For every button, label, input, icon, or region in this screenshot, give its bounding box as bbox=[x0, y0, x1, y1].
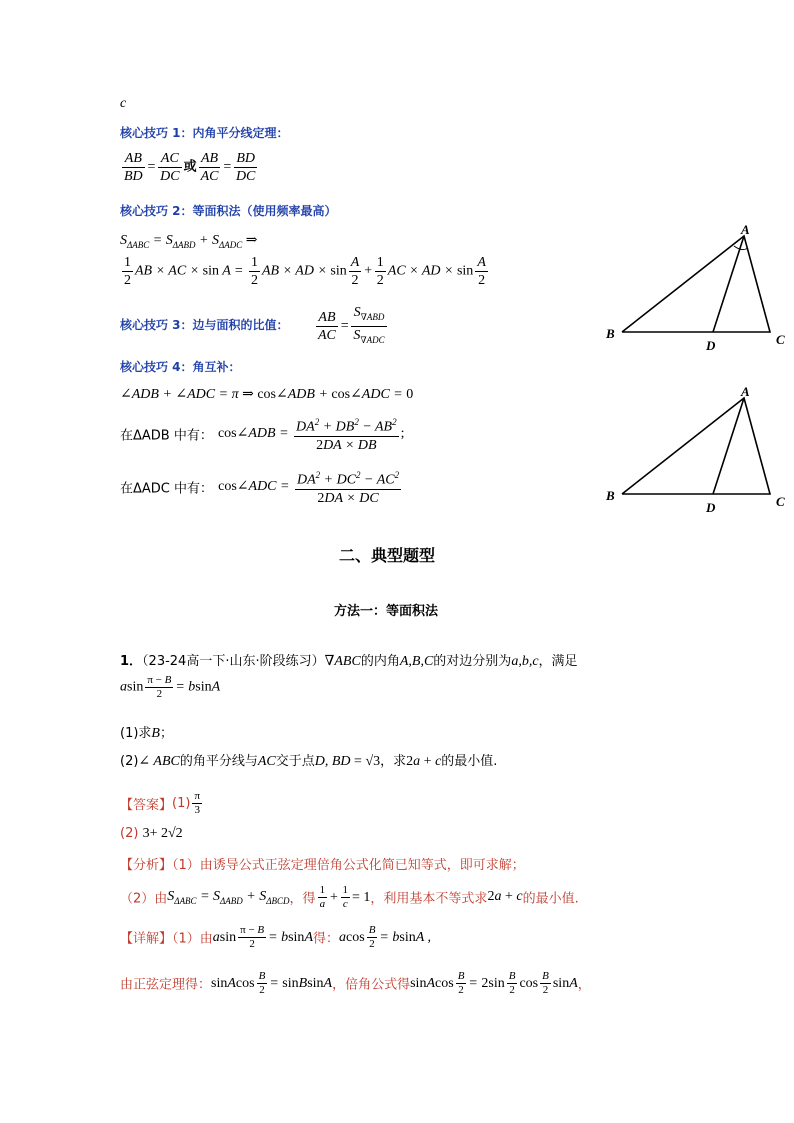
tip2-label: 核心技巧 2：等面积法（使用频率最高） bbox=[120, 204, 337, 218]
part2-mid: 的角平分线与 bbox=[179, 754, 258, 769]
triangle-abc-2 bbox=[622, 398, 770, 494]
top-letter: c bbox=[120, 96, 127, 111]
triangle-figure-1 bbox=[600, 220, 790, 355]
section-title: 二、典型题型 bbox=[339, 546, 436, 565]
analysis-text2d: 的最小值. bbox=[522, 891, 579, 907]
detail-text1a: （1）由 bbox=[172, 931, 213, 947]
label-c-2: C bbox=[776, 494, 785, 509]
part2-text: (2) bbox=[120, 754, 139, 769]
answer-part2: (2) bbox=[120, 826, 139, 841]
answer-label: 【答案】 bbox=[120, 798, 173, 813]
tri-adb-prefix: 在ΔADB 中有： bbox=[120, 428, 213, 444]
tip4-adb-row: 在ΔADB 中有： cos∠ADB = $\frac{DA^2 + DB^2 - AB^2}{2DA \times DB}$ ; bbox=[120, 414, 405, 454]
label-c-1: C bbox=[776, 332, 785, 347]
part2-mid2: 交于点 bbox=[275, 754, 315, 769]
analysis-text2b: ，得 bbox=[289, 891, 316, 907]
tip1-formula: $\frac{AB}{BD}$ = $\frac{AC}{DC}$ 或 $\frac{AB}{AC}$ = $\frac{BD}{DC}$ bbox=[124, 151, 256, 184]
tip4-label: 核心技巧 4：角互补： bbox=[120, 360, 241, 374]
problem-stem: 1．（23-24高一下·山东·阶段练习）∇ABC的内角A,B,C的对边分别为a,b,c，满足 bbox=[120, 654, 578, 669]
tip4-adc-row: 在ΔADC 中有： cos∠ADC = $\frac{DA^2 + DC^2 - AC^2}{2DA \times DC}$ bbox=[120, 467, 403, 507]
method-title: 方法一：等面积法 bbox=[334, 604, 439, 619]
triangle-figure-2 bbox=[600, 382, 790, 517]
analysis-text2c: ，利用基本不等式求 bbox=[370, 891, 488, 907]
bisector-ad-1 bbox=[713, 236, 744, 332]
tip1-label: 核心技巧 1：内角平分线定理： bbox=[120, 126, 289, 140]
analysis-text1: （1）由诱导公式正弦定理倍角公式化简已知等式，即可求解； bbox=[172, 858, 525, 873]
part1-end: ； bbox=[159, 726, 173, 741]
bisector-ad-2 bbox=[713, 398, 744, 494]
tip3-formula: $\frac{AB}{AC}$ = $\frac{S_{\nabla ABD}}{S_{\nabla ADC}}$ bbox=[318, 305, 385, 345]
detail-label: 【详解】 bbox=[120, 931, 173, 947]
label-a-2: A bbox=[741, 384, 750, 399]
detail-line2: 由正弦定理得：sinAcos $\frac{B}{2}$ = sinBsinA，倍角公式得sinAcos $\frac{B}{2}$ = 2sin $\frac{B}{2}$ cos $\frac{B}{2}$ sinA， bbox=[120, 970, 591, 996]
problem-part1: (1)求B； bbox=[120, 726, 173, 741]
answer-part1: (1) bbox=[172, 796, 191, 811]
part2-end: 的最小值. bbox=[441, 754, 498, 769]
problem-source: （23-24高一下·山东·阶段练习） bbox=[142, 654, 325, 669]
tip3-label: 核心技巧 3：边与面积的比值： bbox=[120, 318, 289, 332]
tri-adc-prefix: 在ΔADC 中有： bbox=[120, 481, 214, 497]
analysis-line2: （2）由$S_{\Delta ABC} = S_{\Delta ABD} + S_{\Delta BCD}$，得 $\frac{1}{a}$ + $\frac{1}{c}$ = 1，利用基本不等式求2a + c的最小值. bbox=[120, 884, 579, 910]
problem-part2: (2)∠ ABC的角平分线与AC交于点D, BD = √3，求2a + c的最小值. bbox=[120, 754, 498, 769]
stem-mid2: 的对边分别为 bbox=[433, 654, 512, 669]
label-a-1: A bbox=[741, 222, 750, 237]
problem-condition: asin $\frac{\pi - B}{2}$ = bsinA bbox=[120, 674, 221, 700]
stem-mid: 的内角 bbox=[360, 654, 400, 669]
answer-row2: (2) 3+ 2√2 bbox=[120, 826, 183, 841]
triangle-abc-1 bbox=[622, 236, 770, 332]
answer-row1: 【答案】(1) $\frac{\pi}{3}$ bbox=[120, 790, 200, 816]
problem-number: 1． bbox=[120, 654, 143, 669]
label-d-1: D bbox=[706, 338, 716, 353]
part2-mid3: ，求 bbox=[380, 754, 407, 769]
analysis-line1 bbox=[120, 854, 525, 873]
detail-comma: ， bbox=[577, 977, 591, 993]
label-b-2: B bbox=[606, 488, 615, 503]
detail-text2a: 由正弦定理得： bbox=[120, 977, 212, 993]
analysis-label: 【分析】 bbox=[120, 858, 173, 873]
detail-text1b: 得： bbox=[313, 931, 340, 947]
analysis-text2a: （2）由 bbox=[120, 891, 168, 907]
tip2-formula-line2: $\frac{1}{2}$ AB × AC × sin A = $\frac{1}{2}$ AB × AD × sin $\frac{A}{2}$ + $\frac{1}{2}$ AC × AD × sin $\frac{A}{2}$ bbox=[124, 255, 486, 288]
tip4-formula: ∠ADB + ∠ADC = π ⇒ cos∠ADB + cos∠ADC = 0 bbox=[120, 387, 414, 402]
detail-text2b: ，倍角公式得 bbox=[332, 977, 411, 993]
detail-line1: 【详解】（1）由asin $\frac{\pi - B}{2}$ = bsinA得：acos $\frac{B}{2}$ = bsinA , bbox=[120, 924, 432, 950]
label-d-2: D bbox=[706, 500, 716, 515]
stem-end: ，满足 bbox=[538, 654, 578, 669]
part1-text: (1)求 bbox=[120, 726, 152, 741]
label-b-1: B bbox=[606, 326, 615, 341]
tip2-formula-line1: $S_{\Delta ABC} = S_{\Delta ABD} + S_{\Delta ADC}$ ⇒ bbox=[120, 233, 258, 250]
tip1-or: 或 bbox=[183, 159, 197, 175]
